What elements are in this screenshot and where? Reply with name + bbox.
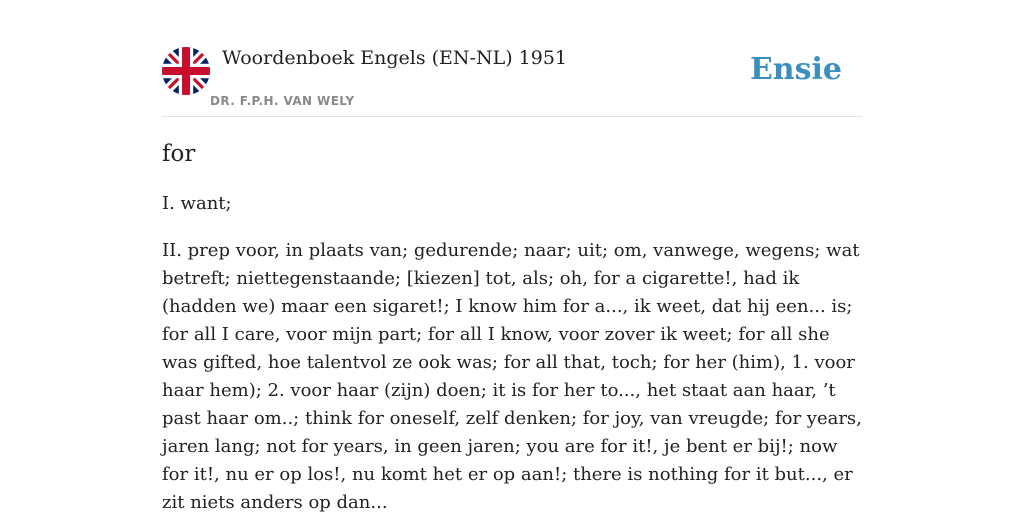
dictionary-author: DR. F.P.H. VAN WELY	[210, 94, 355, 108]
dictionary-title[interactable]: Woordenboek Engels (EN-NL) 1951	[222, 47, 567, 69]
entry-content	[162, 138, 862, 512]
uk-flag-icon	[162, 47, 210, 95]
brand-logo-link[interactable]: Ensie	[749, 52, 842, 87]
entry-headword: for	[162, 141, 196, 167]
definition-1: I. want;	[162, 193, 232, 214]
dictionary-header	[162, 46, 862, 117]
definition-2: II. prep voor, in plaats van; gedurende; naar; uit; om, vanwege, wegens; wat betreft; niettegenstaande; [kiezen] tot, als; oh, for a cigarette!, had ik (hadden we) maar een sigaret!; I know him for a..., ik weet, dat hij een... is; for all I care, voor mijn part; for all I know, voor zover ik weet; for all she was gifted, hoe talentvol ze ook was; for all that, toch; for her (him), 1. voor haar hem); 2. voor haar (zijn) doen; it is for her to..., het staat aan haar, ’t past haar om..; think for oneself, zelf denken; for joy, van vreugde; for years, jaren lang; not for years, in geen jaren; you are for it!, je bent er bij!; now for it!, nu er op los!, nu komt het er op aan!; there is nothing for it but..., er zit niets anders op dan...	[162, 240, 862, 512]
